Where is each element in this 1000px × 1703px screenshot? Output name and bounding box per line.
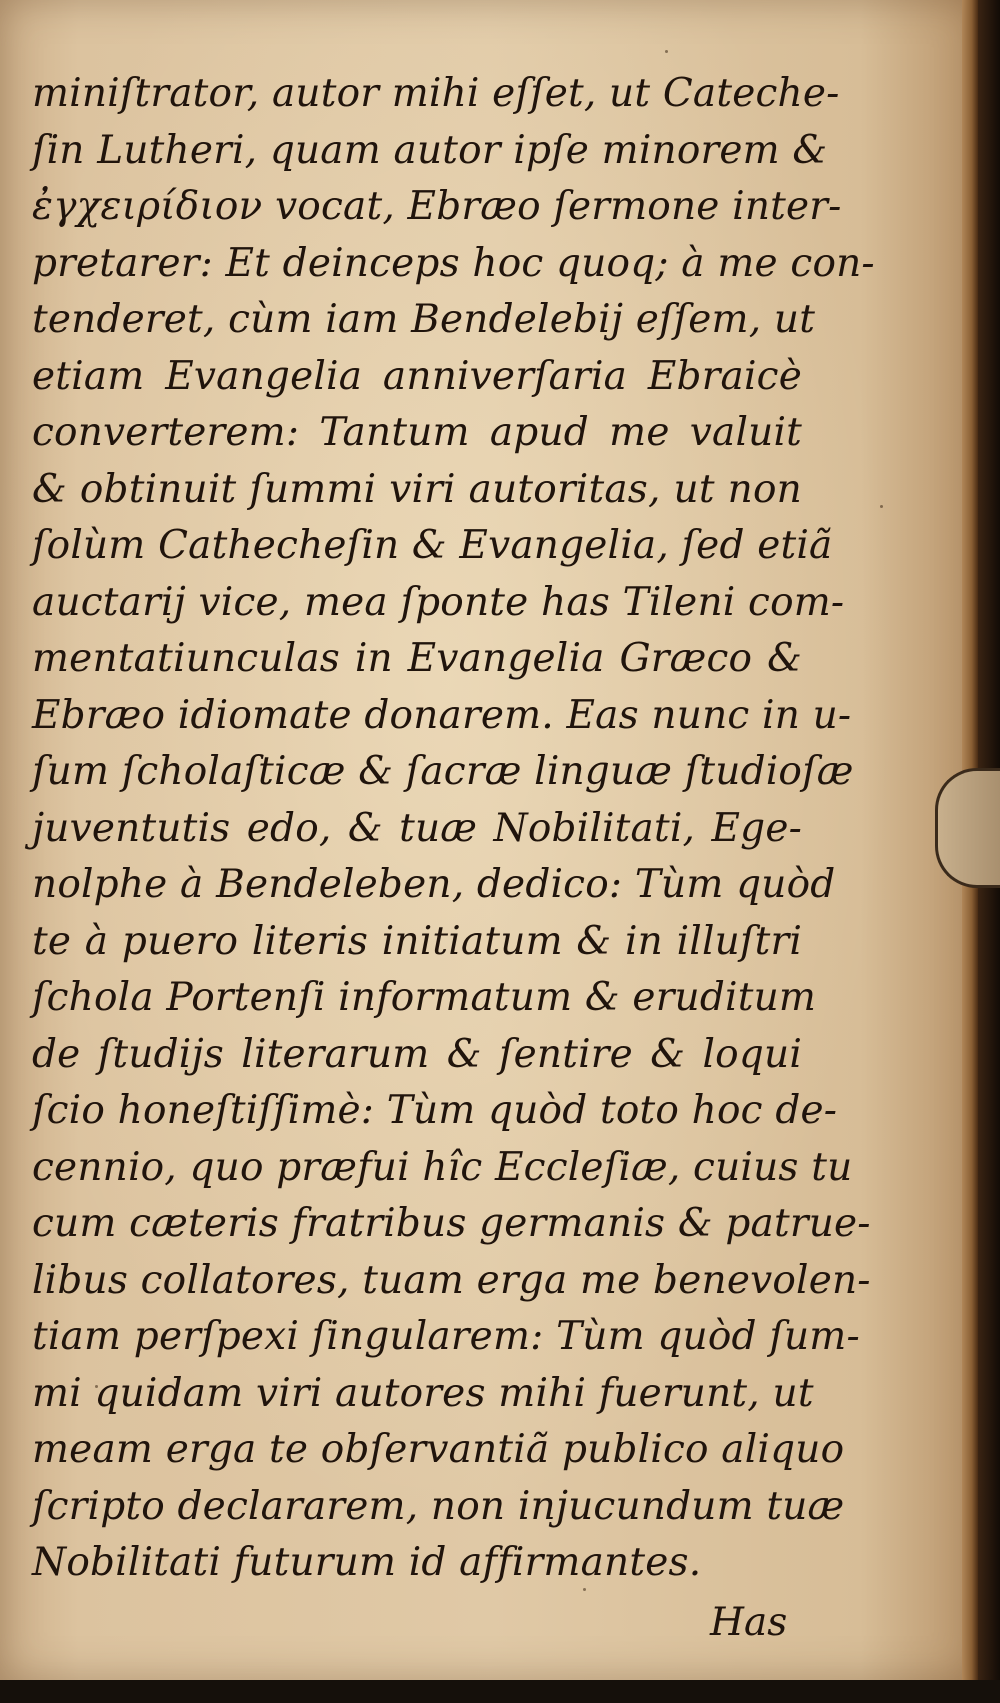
text-line: ſcripto declararem, non injucundum tuæ bbox=[32, 1483, 845, 1529]
text-line: pretarer: Et deinceps hoc quoq; à me con- bbox=[32, 240, 875, 286]
text-line: mentatiunculas in Evangelia Græco & bbox=[32, 636, 802, 681]
text-line: tiam perſpexi ſingularem: Tùm quòd ſum- bbox=[32, 1314, 860, 1359]
catchword: Has bbox=[710, 1600, 788, 1645]
text-line: ſcio honeſtiſſimè: Tùm quòd toto hoc de- bbox=[32, 1088, 838, 1133]
text-line: cum cæteris fratribus germanis & patrue- bbox=[32, 1201, 871, 1246]
text-line-last: Nobilitati futurum id affirmantes. bbox=[32, 1540, 702, 1585]
text-line: juventutis edo, & tuæ Nobilitati, Ege- bbox=[32, 805, 802, 851]
text-line: ſin Lutheri, quam autor ipſe minorem & bbox=[32, 127, 828, 173]
ink-speck bbox=[880, 505, 883, 508]
ink-speck bbox=[665, 50, 668, 53]
text-line: cennio, quo præfui hîc Eccleſiæ, cuius tu bbox=[32, 1144, 853, 1190]
text-line: nolphe à Bendeleben, dedico: Tùm quòd bbox=[32, 862, 836, 907]
text-line: miniſtrator, autor mihi eſſet, ut Cateche- bbox=[32, 71, 840, 116]
text-line: Ebræo idiomate donarem. Eas nunc in u- bbox=[32, 692, 852, 738]
text-line: ſchola Portenſi informatum & eruditum bbox=[32, 975, 817, 1020]
text-line: ſum ſcholaſticæ & ſacræ linguæ ſtudioſæ bbox=[32, 749, 854, 794]
text-line: etiam Evangelia anniverſaria Ebraicè bbox=[32, 353, 802, 399]
text-line: auctarij vice, mea ſponte has Tileni com- bbox=[32, 579, 845, 625]
text-line: libus collatores, tuam erga me benevolen- bbox=[32, 1257, 871, 1303]
text-line: ἐγχειρίδιον vocat, Ebræo ſermone inter- bbox=[32, 184, 842, 229]
text-line: tenderet, cùm iam Bendelebij eſſem, ut bbox=[32, 297, 816, 342]
text-line: te à puero literis initiatum & in illuſtri bbox=[32, 918, 802, 964]
text-line: & obtinuit ſummi viri autoritas, ut non bbox=[32, 466, 802, 512]
body-text bbox=[32, 66, 875, 1592]
text-line: converterem: Tantum apud me valuit bbox=[32, 410, 802, 455]
text-line: de ſtudijs literarum & ſentire & loqui bbox=[32, 1031, 802, 1077]
text-line: meam erga te obſervantiã publico aliquo bbox=[32, 1427, 845, 1472]
text-line: ſolùm Cathecheſin & Evangelia, ſed etiã bbox=[32, 523, 833, 568]
scan-bottom-border bbox=[0, 1680, 1000, 1703]
text-line: mi quidam viri autores mihi fuerunt, ut bbox=[32, 1370, 814, 1416]
page-tab-marker bbox=[935, 768, 1000, 888]
